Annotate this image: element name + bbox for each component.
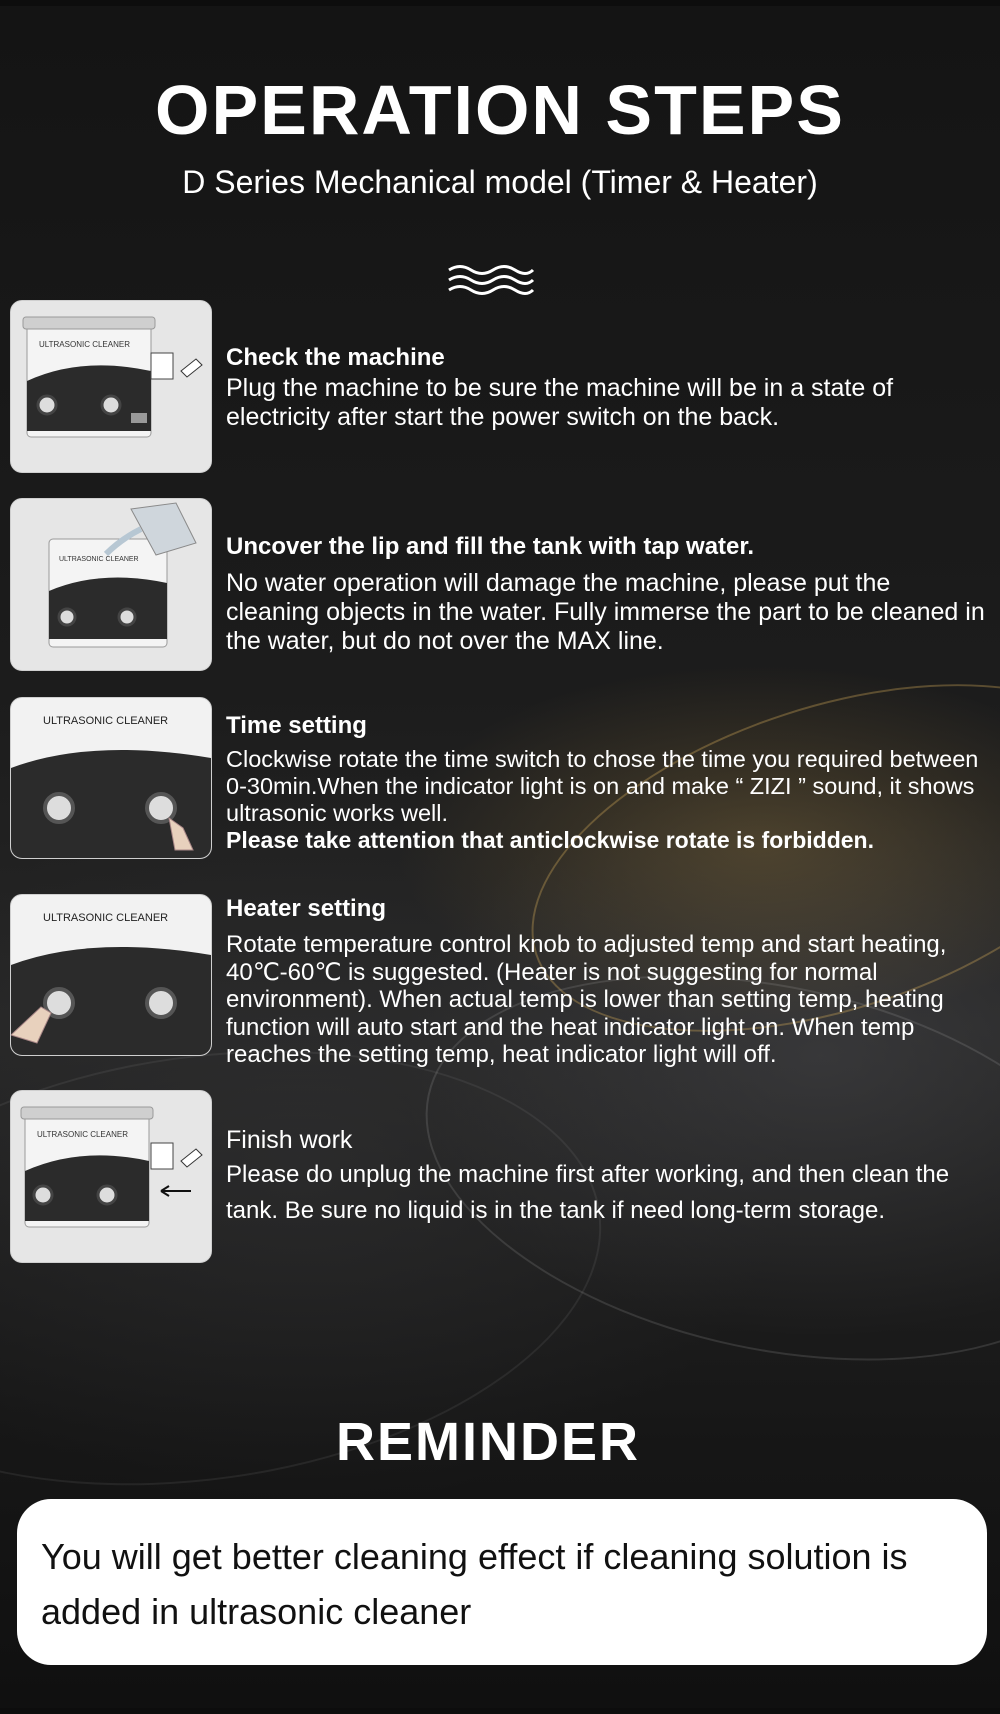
step-2-image-label: ULTRASONIC CLEANER <box>59 556 139 563</box>
step-4-text <box>226 895 986 1069</box>
step-3-image <box>10 697 212 859</box>
step-5-image-label: ULTRASONIC CLEANER <box>37 1130 128 1139</box>
reminder-title: REMINDER <box>335 1412 640 1472</box>
page-background <box>0 6 1000 1708</box>
step-3-warning: Please take attention that anticlockwise rotate is forbidden. <box>226 827 874 853</box>
step-2-body: No water operation will damage the machine, please put the cleaning objects in the water. Fully immerse the part to be cleaned in the water, but do not over the MAX line. <box>226 569 985 655</box>
step-1-title: Check the machine <box>226 344 445 371</box>
step-1-image <box>10 300 212 473</box>
step-3-image-label: ULTRASONIC CLEANER <box>43 715 169 727</box>
step-4-title: Heater setting <box>226 895 387 922</box>
step-3-body: Clockwise rotate the time switch to chose the time you required between 0-30min.When the indicator light is on and make “ ZIZI ” sound, it shows ultrasonic works well. <box>226 746 979 826</box>
page-title: OPERATION STEPS <box>155 71 845 149</box>
step-3-text <box>226 712 986 854</box>
step-5-body: Please do unplug the machine first after working, and then clean the tank. Be sure no liquid is in the tank if need long-term storage. <box>226 1161 950 1224</box>
waves-icon <box>447 264 535 298</box>
step-2-image <box>10 498 212 671</box>
step-1-body: Plug the machine to be sure the machine will be in a state of electricity after start the power switch on the back. <box>226 374 894 431</box>
step-1-text <box>226 344 986 432</box>
step-5-image <box>10 1090 212 1263</box>
step-3-title: Time setting <box>226 712 367 739</box>
step-4-image-label: ULTRASONIC CLEANER <box>43 912 169 924</box>
step-5-title: Finish work <box>226 1126 353 1154</box>
reminder-text: You will get better cleaning effect if cleaning solution is added in ultrasonic cleaner <box>41 1536 908 1632</box>
page-subtitle: D Series Mechanical model (Timer & Heater) <box>182 164 818 200</box>
step-2-text <box>226 533 986 656</box>
step-1-image-label: ULTRASONIC CLEANER <box>39 340 130 349</box>
step-4-image <box>10 894 212 1056</box>
step-5-text <box>226 1126 986 1229</box>
step-4-body: Rotate temperature control knob to adjusted temp and start heating, 40℃-60℃ is suggested. (Heater is not suggesting for normal environment). When actual temp is lower than setting temp, heating function will auto start and the heat indicator light on. When temp reaches the setting temp, heat indicator light will off. <box>226 931 947 1068</box>
reminder-box <box>17 1499 987 1665</box>
step-2-title: Uncover the lip and fill the tank with tap water. <box>226 533 755 560</box>
